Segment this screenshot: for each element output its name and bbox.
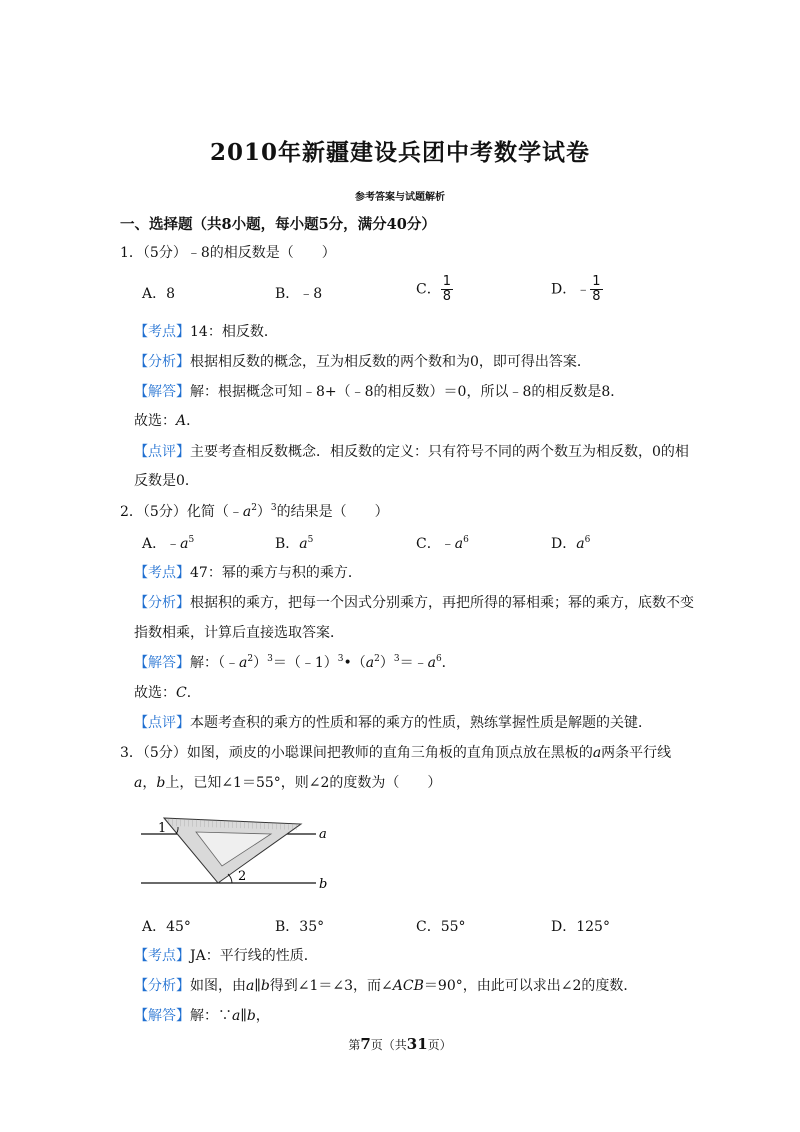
answer-choice: C bbox=[176, 685, 187, 701]
jieda-part: ） bbox=[253, 655, 268, 671]
q2-stem-exp: 3 bbox=[270, 503, 277, 513]
option-label: A．﹣ bbox=[142, 536, 181, 552]
jieda-exp: 3 bbox=[267, 654, 273, 664]
jieda-var: a bbox=[365, 655, 375, 671]
kaodian-text: 47：幂的乘方与积的乘方． bbox=[190, 565, 362, 581]
q3-option-b: B．35° bbox=[275, 919, 325, 935]
q1-answer: 故选：A． bbox=[134, 413, 201, 429]
angle-2-label: 2 bbox=[238, 869, 247, 884]
q1-stem: 1．（5分）﹣8的相反数是（ ） bbox=[120, 245, 336, 261]
footer-part: 页） bbox=[427, 1038, 452, 1052]
jieda-part: •（ bbox=[343, 655, 366, 671]
q3-stem-part: 两条平行线 bbox=[601, 745, 672, 761]
fraction-denominator: 8 bbox=[442, 289, 451, 304]
answer-choice: A bbox=[176, 413, 187, 429]
page-title: 2010年新疆建设兵团中考数学试卷 bbox=[209, 139, 590, 166]
kaodian-text: 14：相反数． bbox=[190, 324, 278, 340]
q1-kaodian bbox=[134, 321, 278, 341]
q2-jieda bbox=[134, 652, 456, 672]
q1-option-a: A．8 bbox=[142, 286, 176, 302]
answer-label: 故选： bbox=[134, 685, 176, 701]
footer-part: 页（共 bbox=[370, 1038, 407, 1052]
dianping-tag: 【点评】 bbox=[134, 444, 190, 460]
fenxi-tag: 【分析】 bbox=[134, 595, 190, 611]
q1-option-d bbox=[551, 275, 603, 304]
q1-option-b: B．﹣8 bbox=[275, 286, 323, 302]
q3-stem-part: ， bbox=[142, 775, 157, 791]
option-label: C．﹣ bbox=[416, 536, 455, 552]
fenxi-var: a∥b bbox=[246, 978, 270, 994]
jieda-var: a∥b bbox=[232, 1008, 256, 1024]
q1-dianping-cont: 反数是0． bbox=[134, 473, 199, 489]
option-var: a bbox=[180, 536, 189, 552]
q2-answer: 故选：C． bbox=[134, 685, 201, 701]
line-a-label: a bbox=[319, 827, 327, 842]
page-total: 31 bbox=[406, 1035, 428, 1053]
q3-stem-var: b bbox=[156, 775, 166, 791]
q3-option-d: D．125° bbox=[551, 919, 610, 935]
fenxi-tag: 【分析】 bbox=[134, 978, 190, 994]
jieda-part: 解：∵ bbox=[190, 1008, 232, 1024]
q1-option-d-fraction bbox=[590, 275, 602, 304]
q1-option-c-fraction bbox=[441, 275, 453, 304]
q2-dianping bbox=[134, 712, 652, 732]
kaodian-tag: 【考点】 bbox=[134, 565, 190, 581]
section-heading: 一、选择题（共8小题，每小题5分，满分40分） bbox=[120, 216, 436, 233]
option-exp: 6 bbox=[463, 535, 469, 545]
jieda-part: ． bbox=[441, 655, 456, 671]
q1-option-d-label: D．﹣ bbox=[551, 281, 591, 298]
dianping-text: 本题考查积的乘方的性质和幂的乘方的性质，熟练掌握性质是解题的关键． bbox=[190, 715, 652, 731]
q3-stem-cont bbox=[134, 772, 441, 792]
jieda-var: a bbox=[427, 655, 436, 671]
jieda-part: ＝﹣ bbox=[399, 655, 428, 671]
angle-1-label: 1 bbox=[158, 821, 167, 836]
q3-option-c: C．55° bbox=[416, 919, 466, 935]
jieda-text: 解：根据概念可知﹣8+（﹣8的相反数）＝0，所以﹣8的相反数是8． bbox=[190, 384, 625, 400]
q3-stem bbox=[120, 742, 671, 762]
jieda-tag: 【解答】 bbox=[134, 1008, 190, 1024]
page-subtitle: 参考答案与试题解析 bbox=[355, 192, 445, 203]
option-var: a bbox=[576, 536, 585, 552]
jieda-tag: 【解答】 bbox=[134, 655, 190, 671]
jieda-exp: 2 bbox=[247, 654, 254, 664]
q2-stem-part: 2．（5分）化简（﹣ bbox=[120, 504, 243, 520]
page-number: 7 bbox=[360, 1035, 371, 1053]
q2-option-b bbox=[275, 533, 313, 553]
q3-jieda bbox=[134, 1005, 270, 1025]
jieda-exp: 3 bbox=[337, 654, 344, 664]
fraction-numerator: 1 bbox=[442, 274, 451, 289]
fenxi-part: 得到∠1＝∠3，而∠ bbox=[269, 978, 393, 994]
q2-option-a bbox=[142, 533, 194, 553]
q2-fenxi-cont: 指数相乘，计算后直接选取答案． bbox=[134, 625, 344, 641]
jieda-exp: 2 bbox=[374, 654, 380, 664]
fenxi-var: ACB bbox=[392, 978, 424, 994]
q1-jieda bbox=[134, 381, 624, 401]
footer-part: 第 bbox=[348, 1038, 361, 1052]
option-label: B． bbox=[275, 536, 300, 552]
kaodian-text: JA：平行线的性质． bbox=[190, 948, 318, 964]
jieda-part: 解：（﹣ bbox=[190, 655, 239, 671]
page-footer bbox=[0, 1035, 800, 1053]
option-exp: 5 bbox=[188, 535, 195, 545]
fenxi-part: 如图，由 bbox=[190, 978, 246, 994]
q3-stem-part: 上，已知∠1＝55°，则∠2的度数为（ ） bbox=[165, 775, 442, 791]
option-exp: 6 bbox=[584, 535, 591, 545]
line-b-label: b bbox=[319, 877, 328, 892]
option-exp: 5 bbox=[307, 535, 314, 545]
jieda-part: ＝（﹣1） bbox=[272, 655, 338, 671]
answer-label: 故选： bbox=[134, 413, 176, 429]
q2-fenxi bbox=[134, 592, 694, 612]
jieda-part: ） bbox=[379, 655, 394, 671]
option-var: a bbox=[299, 536, 308, 552]
q2-option-d bbox=[551, 533, 590, 553]
fraction-denominator: 8 bbox=[592, 289, 601, 304]
q1-option-c bbox=[416, 275, 453, 304]
q2-stem-var: a bbox=[242, 504, 252, 520]
q3-figure bbox=[136, 800, 336, 892]
fenxi-tag: 【分析】 bbox=[134, 354, 190, 370]
dianping-tag: 【点评】 bbox=[134, 715, 190, 731]
option-label: D． bbox=[551, 536, 577, 552]
q3-stem-part: 3．（5分）如图，顽皮的小聪课间把教师的直角三角板的直角顶点放在黑板的 bbox=[120, 745, 593, 761]
q2-kaodian bbox=[134, 562, 362, 582]
q2-option-c bbox=[416, 533, 469, 553]
q1-fenxi bbox=[134, 351, 591, 371]
fenxi-text: 根据相反数的概念，互为相反数的两个数和为0，即可得出答案． bbox=[190, 354, 591, 370]
q2-stem-exp: 2 bbox=[251, 503, 257, 513]
fenxi-part: ＝90°，由此可以求出∠2的度数． bbox=[423, 978, 638, 994]
q3-kaodian bbox=[134, 945, 318, 965]
kaodian-tag: 【考点】 bbox=[134, 324, 190, 340]
fraction-numerator: 1 bbox=[592, 274, 601, 289]
q3-stem-var: a bbox=[134, 775, 143, 791]
jieda-part: ， bbox=[255, 1008, 270, 1024]
jieda-tag: 【解答】 bbox=[134, 384, 190, 400]
q3-fenxi bbox=[134, 975, 637, 995]
kaodian-tag: 【考点】 bbox=[134, 948, 190, 964]
option-var: a bbox=[454, 536, 464, 552]
jieda-var: a bbox=[239, 655, 248, 671]
fenxi-text: 根据积的乘方，把每一个因式分别乘方，再把所得的幂相乘；幂的乘方，底数不变 bbox=[190, 595, 694, 611]
q2-stem bbox=[120, 501, 389, 521]
dianping-text: 主要考查相反数概念．相反数的定义：只有符号不同的两个数互为相反数，0的相 bbox=[190, 444, 689, 460]
jieda-exp: 3 bbox=[393, 654, 400, 664]
q3-stem-var: a bbox=[592, 745, 602, 761]
q3-option-a: A．45° bbox=[142, 919, 191, 935]
q1-dianping bbox=[134, 441, 689, 461]
jieda-exp: 6 bbox=[435, 654, 442, 664]
q2-stem-part: 的结果是（ ） bbox=[276, 504, 389, 520]
q1-option-c-label: C． bbox=[416, 281, 441, 298]
q2-stem-part: ） bbox=[256, 504, 271, 520]
